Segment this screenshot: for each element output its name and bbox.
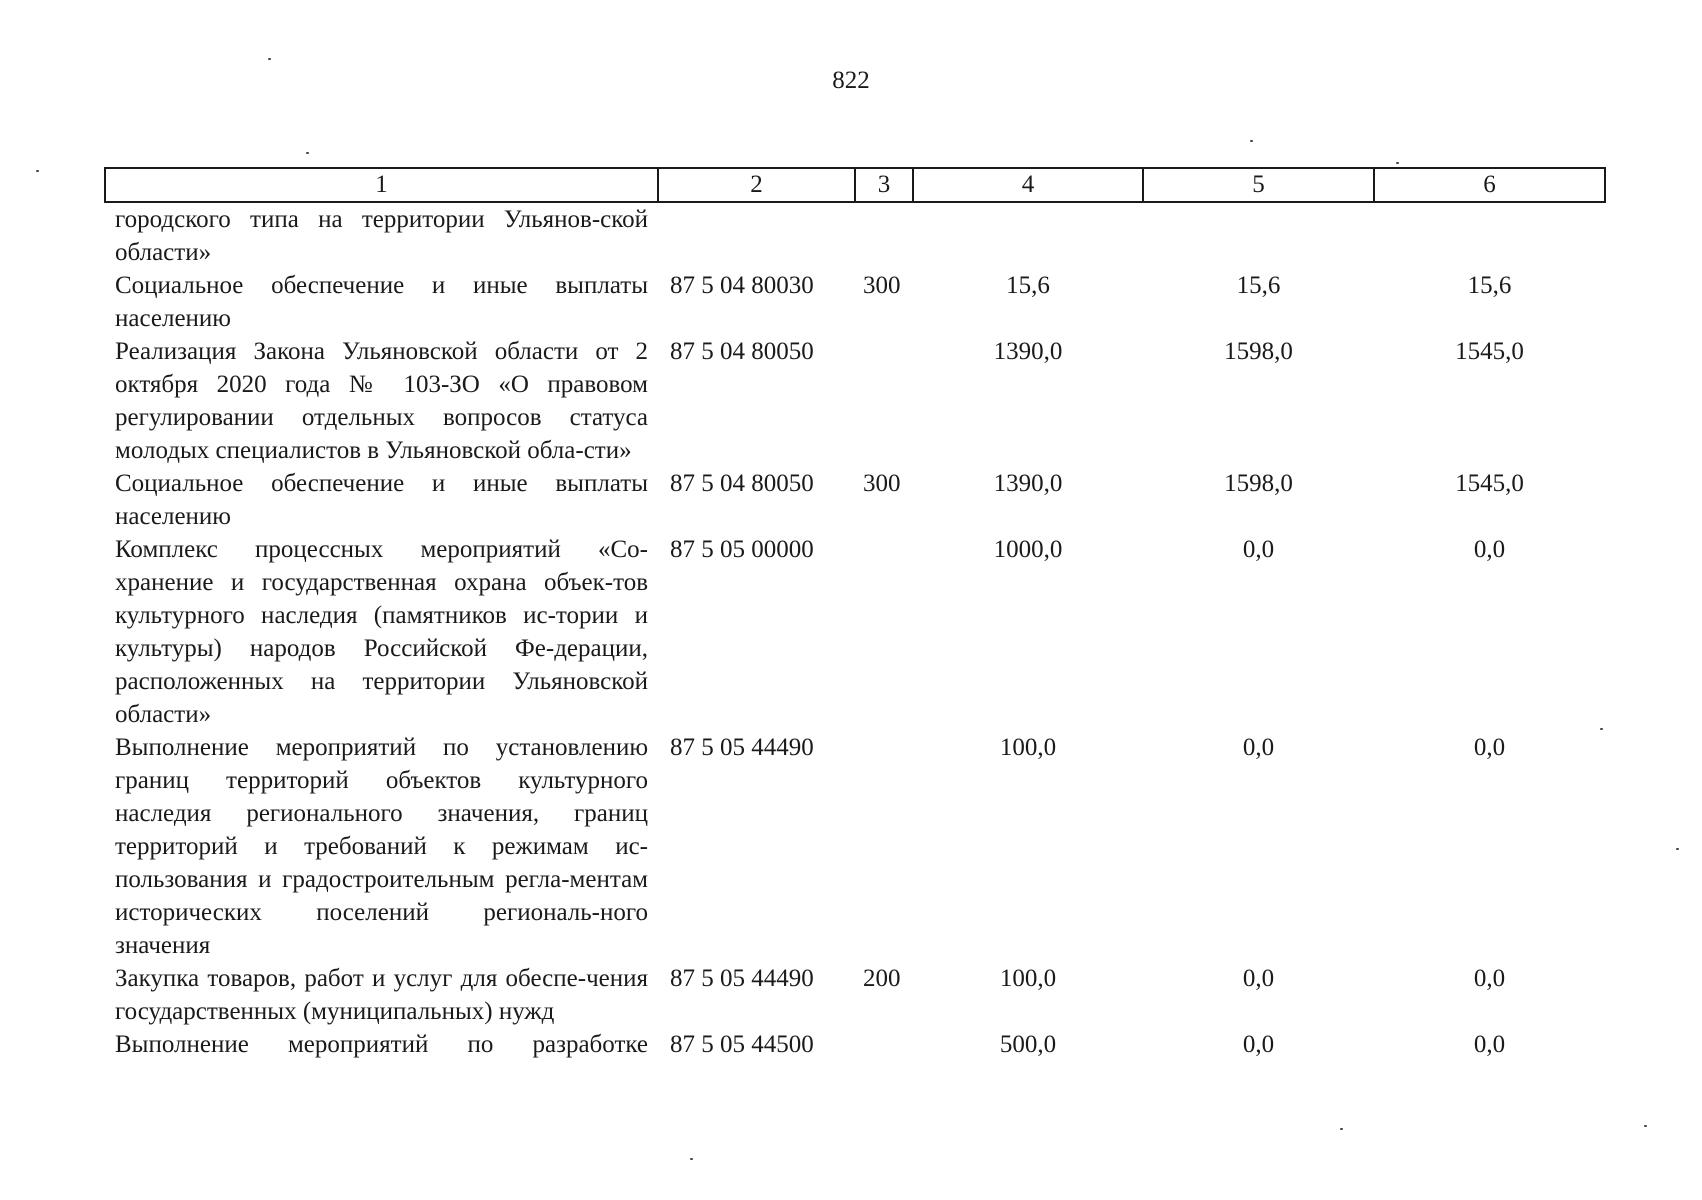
scan-speck <box>36 170 39 172</box>
row-code: 87 5 05 44500 <box>670 1031 814 1058</box>
row-value-5: 0,0 <box>1242 734 1275 761</box>
table-row <box>105 467 1605 533</box>
column-header-1: 1 <box>105 168 658 202</box>
row-value-5: 1598,0 <box>1224 470 1293 497</box>
row-name: городского типа на территории Ульянов-ской области» <box>115 206 648 266</box>
scan-speck <box>1644 1125 1647 1127</box>
row-value-6: 1545,0 <box>1455 338 1524 365</box>
budget-table <box>104 167 1606 1061</box>
table-row <box>105 202 1605 269</box>
row-value-5: 0,0 <box>1242 965 1275 992</box>
header-row <box>105 168 1605 202</box>
row-kvr <box>855 202 913 269</box>
row-value-4: 100,0 <box>999 965 1057 992</box>
table-row <box>105 335 1605 467</box>
row-value-6: 15,6 <box>1467 272 1512 299</box>
row-kvr <box>855 533 913 731</box>
page-number: 822 <box>832 67 870 94</box>
column-header-6: 6 <box>1374 168 1605 202</box>
row-value-5: 15,6 <box>1236 272 1281 299</box>
row-code: 87 5 04 80050 <box>670 338 814 365</box>
row-code: 87 5 04 80030 <box>670 272 814 299</box>
row-value-4: 15,6 <box>1006 272 1050 299</box>
row-kvr <box>855 1028 913 1061</box>
budget-table-container <box>104 167 1604 1061</box>
row-value-6: 0,0 <box>1473 536 1506 563</box>
row-value-6: 1545,0 <box>1455 470 1524 497</box>
row-name: Социальное обеспечение и иные выплаты населению <box>115 470 648 530</box>
row-code: 87 5 05 44490 <box>670 965 814 992</box>
row-value-4: 1390,0 <box>993 338 1063 365</box>
row-name: Социальное обеспечение и иные выплаты населению <box>115 272 648 332</box>
scan-speck <box>1396 162 1399 164</box>
scan-speck <box>1250 140 1253 142</box>
scan-speck <box>1340 1128 1343 1130</box>
row-code <box>658 202 855 269</box>
row-kvr: 200 <box>863 965 901 992</box>
table-row <box>105 533 1605 731</box>
scan-speck <box>1600 728 1603 730</box>
row-code: 87 5 05 00000 <box>670 536 814 563</box>
row-value-6: 0,0 <box>1473 734 1506 761</box>
row-value-4 <box>913 202 1143 269</box>
row-kvr: 300 <box>863 272 901 299</box>
row-code: 87 5 05 44490 <box>670 734 814 761</box>
scan-speck <box>690 1158 693 1160</box>
column-header-5: 5 <box>1143 168 1374 202</box>
row-value-5: 0,0 <box>1242 536 1275 563</box>
table-row <box>105 269 1605 335</box>
table-row <box>105 1028 1605 1061</box>
table-row <box>105 962 1605 1028</box>
row-value-5 <box>1143 202 1374 269</box>
row-kvr <box>855 731 913 962</box>
table-body <box>105 202 1605 1061</box>
row-kvr: 300 <box>863 470 901 497</box>
row-name: Комплекс процессных мероприятий «Со-хранение и государственная охрана объек-тов культурного наследия (памятников ис-тории и культуры) народов Российской Фе-дерации, расположенных на территории Ульяновской области» <box>115 536 648 728</box>
row-value-4: 1390,0 <box>993 470 1063 497</box>
row-name: Выполнение мероприятий по разработке <box>115 1031 648 1058</box>
row-name: Закупка товаров, работ и услуг для обеспе-чения государственных (муниципальных) нужд <box>115 965 648 1025</box>
row-value-4: 500,0 <box>999 1031 1057 1058</box>
column-header-3: 3 <box>855 168 913 202</box>
row-value-6: 0,0 <box>1473 965 1506 992</box>
row-value-4: 100,0 <box>999 734 1057 761</box>
row-value-6: 0,0 <box>1473 1031 1506 1058</box>
row-name: Реализация Закона Ульяновской области от 2 октября 2020 года № 103-ЗО «О правовом регулировании отдельных вопросов статуса молодых специалистов в Ульяновской обла-сти» <box>115 338 648 464</box>
row-value-4: 1000,0 <box>993 536 1063 563</box>
row-name: Выполнение мероприятий по установлению границ территорий объектов культурного наследия регионального значения, границ территорий и требований к режимам ис-пользования и градостроительным регла-ментам исторических поселений региональ-ного значения <box>115 734 648 959</box>
scan-speck <box>306 152 309 154</box>
row-value-5: 1598,0 <box>1224 338 1293 365</box>
row-value-5: 0,0 <box>1242 1031 1275 1058</box>
column-header-4: 4 <box>913 168 1143 202</box>
column-header-2: 2 <box>658 168 855 202</box>
table-row <box>105 731 1605 962</box>
table-header <box>105 168 1605 202</box>
scan-speck <box>1676 848 1679 850</box>
row-value-6 <box>1374 202 1605 269</box>
row-kvr <box>855 335 913 467</box>
row-code: 87 5 04 80050 <box>670 470 814 497</box>
scan-speck <box>268 58 271 60</box>
